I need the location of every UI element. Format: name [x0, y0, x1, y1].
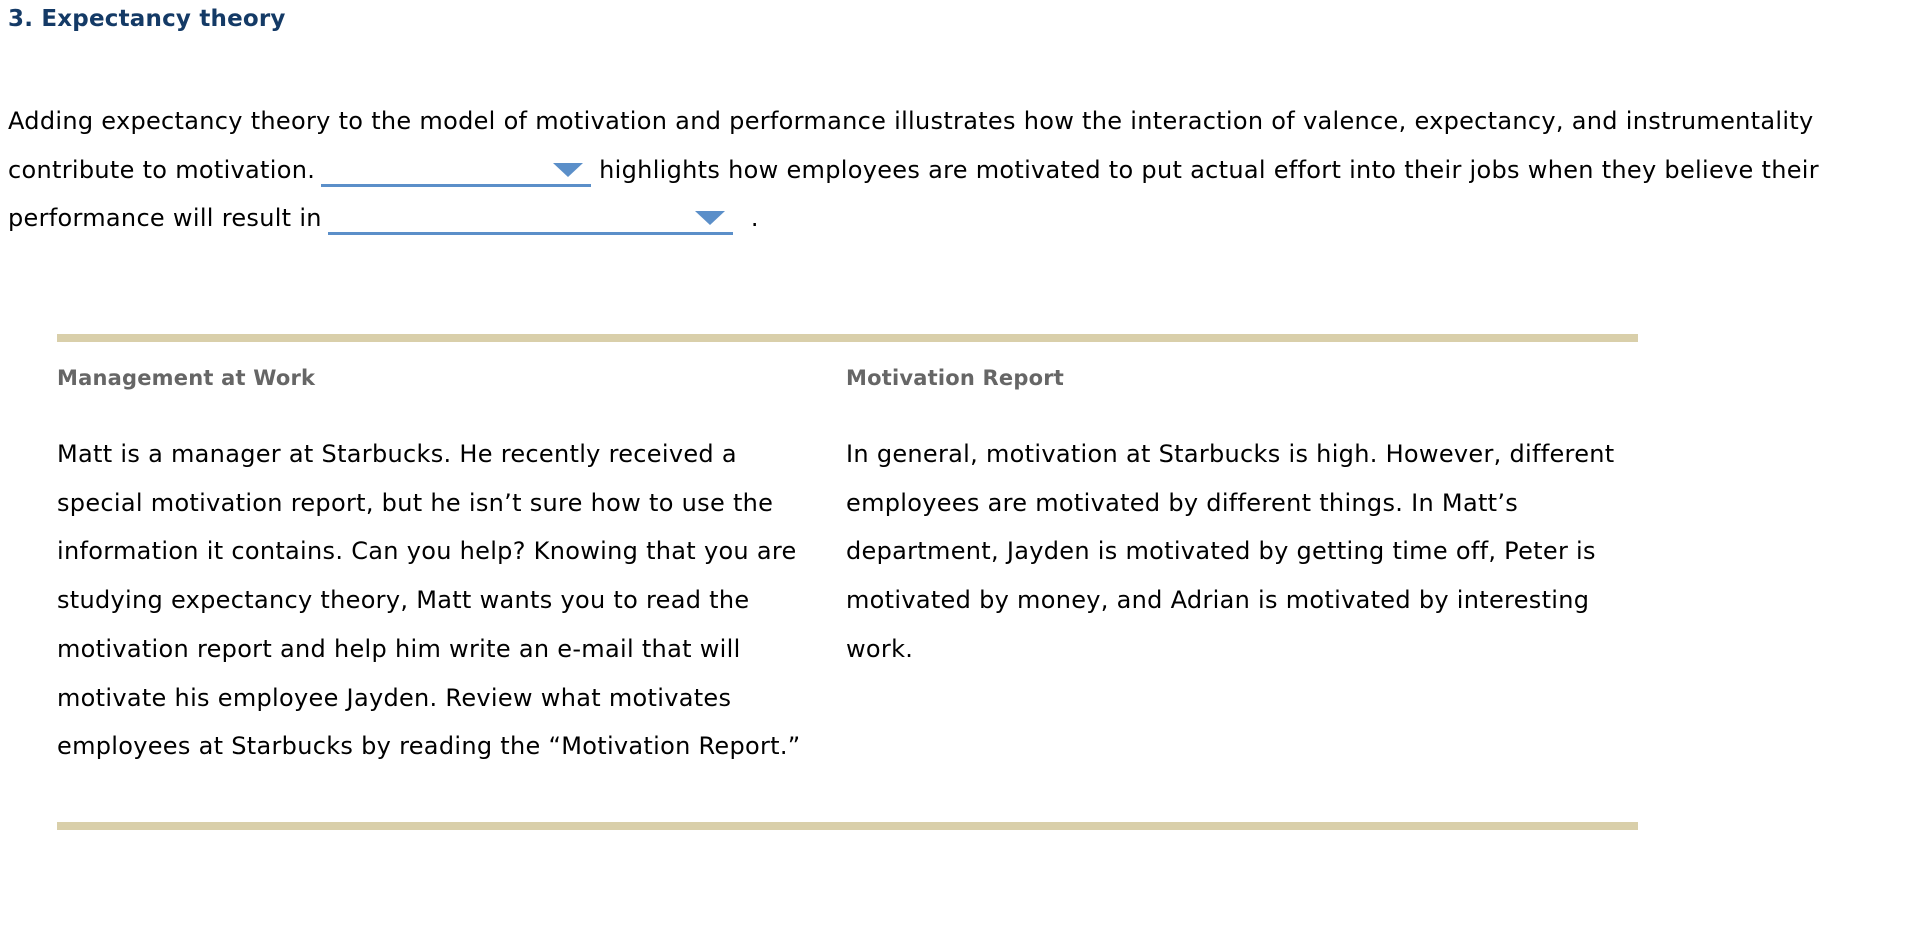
- answer-dropdown-1[interactable]: [321, 150, 591, 187]
- management-at-work-heading: Management at Work: [57, 366, 316, 390]
- motivation-report-panel: [846, 366, 1626, 674]
- question-text-part-1: Adding expectancy theory to the model of motivation and performance illustrates how the interaction of valence, expectancy, and instrumentality contribute to motivation.: [8, 107, 1814, 184]
- answer-dropdown-2[interactable]: [328, 198, 733, 235]
- scenario-divider-bottom: [57, 822, 1638, 830]
- management-at-work-panel: [57, 366, 817, 771]
- caret-down-icon[interactable]: [695, 211, 725, 225]
- question-text-end: .: [750, 204, 759, 232]
- question-title: 3. Expectancy theory: [8, 6, 286, 32]
- scenario-divider-top: [57, 334, 1638, 342]
- question-text: [8, 97, 1868, 243]
- caret-down-icon[interactable]: [553, 163, 583, 177]
- motivation-report-heading: Motivation Report: [846, 366, 1065, 390]
- management-at-work-body: Matt is a manager at Starbucks. He recently received a special motivation report, but he isn’t sure how to use the information it contains. Can you help? Knowing that you are studying expectancy theory, Matt wants you to read the motivation report and help him write an e-mail that will motivate his employee Jayden. Review what motivates employees at Starbucks by reading the “Motivation Report.”: [57, 440, 801, 761]
- motivation-report-body: In general, motivation at Starbucks is high. However, different employees are motivated by different things. In Matt’s department, Jayden is motivated by getting time off, Peter is motivated by money, and Adrian is motivated by interesting work.: [846, 440, 1615, 663]
- question-text-part-2: highlights how employees are motivated to put actual effort into their jobs when they believe their performance will result in: [8, 155, 1819, 232]
